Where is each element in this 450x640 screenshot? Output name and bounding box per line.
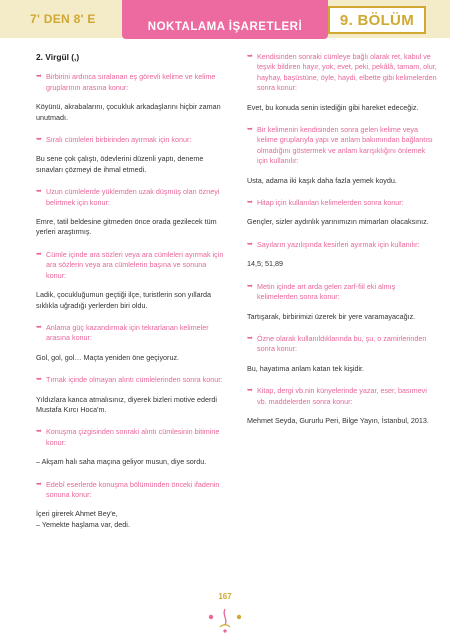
rule-text: Tırnak içinde olmayan alıntı cümlelerinden sonra konur:: [46, 375, 223, 385]
section-title: 2. Virgül (,): [36, 52, 80, 62]
example-sentence: Gol, gol, gol… Maçta yeniden öne geçiyoruz.: [36, 352, 180, 362]
rule-item: [36, 427, 226, 448]
example-text: [247, 312, 437, 322]
example-sentence: Bu, hayatıma anlam katan tek kişidir.: [247, 363, 365, 373]
example-text: [247, 259, 437, 269]
rule-text: Kitap, dergi vb.nin künyelerinde yazar, eser, basımevi vb. maddelerden sonra konur:: [257, 386, 427, 406]
page-header: [0, 0, 450, 42]
rule-item: [36, 135, 226, 145]
example-text: [36, 217, 226, 238]
arrow-bullet-icon: ➥: [247, 240, 253, 248]
rule-text: Birbirini ardınca sıralanan eş görevli kelime ve kelime gruplarının arasına konur:: [46, 72, 216, 92]
rule-text: Anlama güç kazandırmak için tekrarlanan kelimeler arasına konur:: [46, 322, 209, 343]
arrow-bullet-icon: ➥: [36, 428, 42, 436]
arrow-bullet-icon: ➥: [247, 387, 253, 395]
example-sentence: Evet, bu konuda senin istediğin gibi hareket edeceğiz.: [247, 102, 419, 112]
chapter-title: NOKTALAMA İŞARETLERİ: [122, 0, 328, 39]
rule-text: Edebî eserlerde konuşma bölümünden önceki ifadenin sonuna konur:: [46, 479, 220, 499]
grade-label: 7' DEN 8' E: [30, 12, 96, 26]
example-sentence: Yıldızlara kanca atmalısınız, diyerek bizleri motive ederdi Mustafa Kırcı Hoca'm.: [36, 394, 217, 414]
rule-item: [247, 198, 437, 208]
rule-item: [36, 323, 226, 344]
left-column: [36, 52, 226, 542]
example-sentence: Bu sene çok çalıştı, ödevlerini düzenli yaptı, deneme sınavları çözmeyi de ihmal etmedi.: [36, 154, 204, 174]
example-sentence: Emre, tatil beldesine gitmeden önce orada gezilecek tüm yerleri araştırmış.: [36, 217, 217, 237]
example-sentence: Ladik, çocukluğumun geçtiği ilçe, turistlerin son yıllarda sıklıkla uğradığı yerlerden biri oldu.: [36, 290, 211, 310]
arrow-bullet-icon: ➥: [247, 199, 253, 207]
rule-item: [247, 125, 437, 167]
arrow-bullet-icon: ➥: [36, 323, 42, 331]
arrow-bullet-icon: ➥: [36, 376, 42, 384]
rule-item: [36, 480, 226, 501]
example-sentence: İçeri girerek Ahmet Bey'e, – Yemekte haşlama var, dedi.: [36, 509, 130, 529]
rule-item: [247, 240, 437, 250]
rule-item: [247, 386, 437, 407]
rule-text: Kendisinden sonraki cümleye bağlı olarak ret, kabul ve teşvik bildiren hayır, yok, evet, peki, pekâlâ, tamam, olur, hayhay, başüstüne, öyle, haydi, elbette gibi kelimelerden sonra konur:: [257, 52, 437, 93]
arrow-bullet-icon: ➥: [36, 73, 42, 81]
rule-text: Cümle içinde ara sözleri veya ara cümleleri ayırmak için ara sözlerin veya ara cümlelerin başına ve sonuna konur:: [46, 249, 224, 280]
arrow-bullet-icon: ➥: [247, 53, 253, 60]
rule-text: Bir kelimenin kendisinden sonra gelen kelime veya kelime gruplarıyla yapı ve anlam bakımından bağlantısı olmadığını göstermek ve anlam karışıklığını önlemek için kullanılır:: [257, 125, 433, 166]
rule-item: [36, 250, 226, 281]
example-text: [247, 176, 437, 186]
rule-text: Uzun cümlelerde yüklemden uzak düşmüş olan özneyi belirtmek için konur:: [46, 187, 220, 207]
rule-item: [247, 334, 437, 355]
rule-text: Konuşma çizgisinden sonraki alıntı cümlesinin bitimine konur:: [46, 427, 220, 447]
example-text: [36, 353, 226, 363]
example-sentence: 14,5; 51,89: [247, 259, 283, 269]
example-text: [247, 217, 437, 227]
rule-item: [247, 282, 437, 303]
arrow-bullet-icon: ➥: [36, 136, 42, 144]
arrow-bullet-icon: ➥: [36, 250, 42, 258]
example-sentence: Köyünü, akrabalarını, çocukluk arkadaşlarını hiçbir zaman unutmadı.: [36, 102, 221, 122]
example-text: [36, 395, 226, 416]
rule-text: Sayıların yazılışında kesirleri ayırmak için kullanılır:: [257, 239, 420, 249]
example-sentence: Mehmet Seyda, Gururlu Peri, Bilge Yayın, İstanbul, 2013.: [247, 415, 429, 425]
right-column: [247, 52, 437, 438]
rule-text: Hitap için kullanılan kelimelerden sonra konur:: [257, 198, 404, 208]
section-badge: 9. BÖLÜM: [328, 6, 426, 34]
example-text: [247, 416, 437, 426]
example-text: [36, 509, 226, 530]
example-sentence: Usta, adama iki kaşık daha fazla yemek koydu.: [247, 175, 397, 185]
example-text: [36, 290, 226, 311]
example-text: [247, 364, 437, 374]
rule-item: [36, 72, 226, 93]
arrow-bullet-icon: ➥: [247, 126, 253, 134]
arrow-bullet-icon: ➥: [247, 334, 253, 342]
arrow-bullet-icon: ➥: [36, 480, 42, 488]
arrow-bullet-icon: ➥: [36, 188, 42, 196]
arrow-bullet-icon: ➥: [247, 282, 253, 290]
example-text: [36, 102, 226, 123]
example-text: [36, 457, 226, 467]
rule-text: Metin içinde art arda gelen zarf-fiil eki almış kelimelerden sonra konur:: [257, 281, 396, 302]
rule-item: [247, 52, 437, 94]
rule-text: Özne olarak kullanıldıklarında bu, şu, o zamirlerinden sonra konur:: [257, 333, 427, 354]
example-sentence: Gençler, sizler aydınlık yarınımızın mimarları olacaksınız.: [247, 217, 429, 227]
example-text: [247, 103, 437, 113]
rule-item: [36, 375, 226, 385]
decorative-swirl-icon: [202, 605, 248, 635]
page-number: 167: [218, 592, 232, 601]
rule-text: Sıralı cümleleri birbirinden ayırmak için konur:: [46, 135, 192, 145]
example-text: [36, 154, 226, 175]
example-sentence: Tartışarak, birbirimizi üzerek bir yere varamayacağız.: [247, 311, 416, 321]
rule-item: [36, 187, 226, 208]
example-sentence: – Akşam halı saha maçına geliyor musun, diye sordu.: [36, 457, 207, 467]
